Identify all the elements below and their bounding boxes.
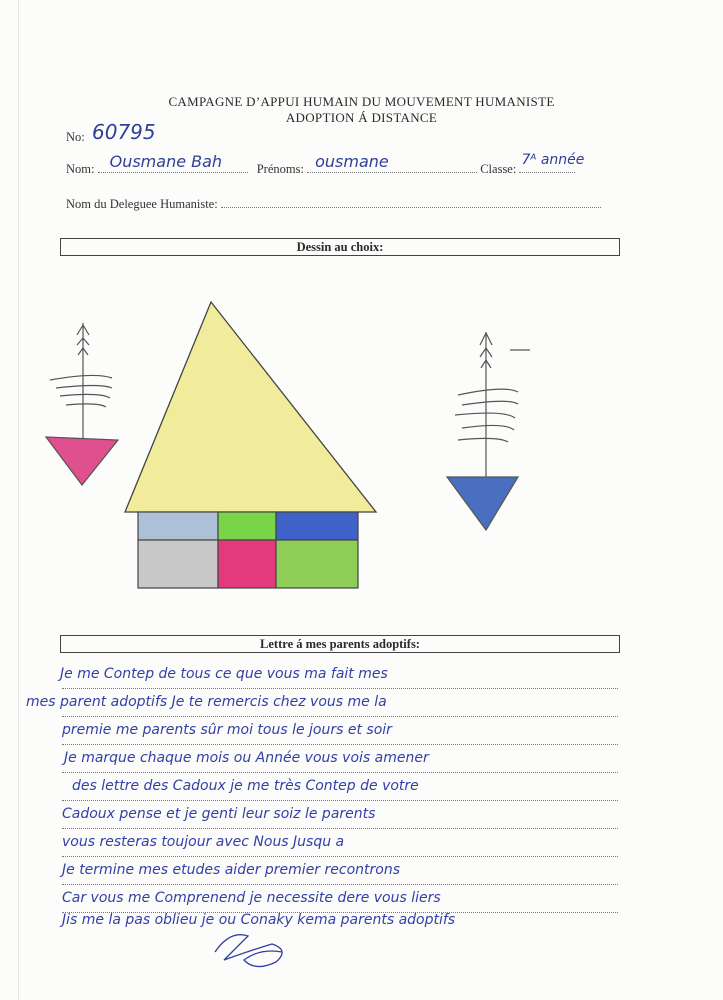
classe-label: Classe: (480, 162, 517, 176)
number-value: 60795 (92, 120, 156, 144)
nom-label: Nom: (66, 162, 95, 176)
prenoms-value: ousmane (315, 152, 389, 171)
letter-line-1: Je me Contep de tous ce que vous ma fait mes (60, 666, 388, 682)
letter-line-2: mes parent adoptifs Je te remercis chez vous me la (26, 694, 387, 710)
letter-line-7: vous resteras toujour avec Nous Jusqu a (62, 834, 345, 850)
adoption-subtitle: ADOPTION Á DISTANCE (285, 110, 438, 125)
delegue-label: Nom du Deleguee Humaniste: (66, 197, 218, 211)
number-label: No: (66, 130, 85, 144)
dessin-section-title: Dessin au choix: (60, 238, 620, 256)
letter-line-4: Je marque chaque mois ou Année vous vois amener (64, 750, 429, 766)
classe-value: 7ᴬ année (521, 152, 585, 168)
nom-value: Ousmane Bah (109, 152, 223, 171)
letter-line-9: Car vous me Comprenend je necessite dere vous liers (62, 890, 441, 906)
lettre-section-title: Lettre á mes parents adoptifs: (60, 635, 620, 653)
letter-line-6: Cadoux pense et je genti leur soiz le parents (62, 806, 376, 822)
letter-line-5: des lettre des Cadoux je me très Contep de votre (72, 778, 419, 794)
letter-line-3: premie me parents sûr moi tous le jours et soir (62, 722, 392, 738)
letter-line-8: Je termine mes etudes aider premier recontrons (62, 862, 400, 878)
campaign-title: CAMPAGNE D’APPUI HUMAIN DU MOUVEMENT HUMANISTE (168, 94, 555, 109)
prenoms-label: Prénoms: (256, 162, 304, 176)
letter-line-10: Jis me la pas oblieu je ou Conaky kema parents adoptifs (62, 912, 456, 928)
